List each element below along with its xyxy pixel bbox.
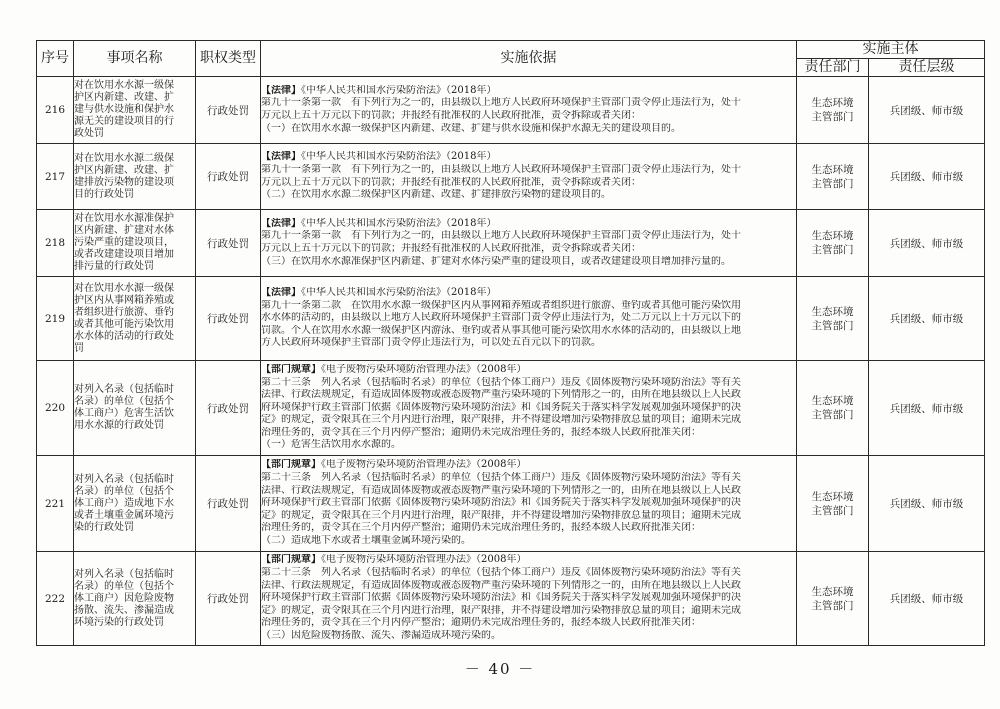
header-type: 职权类型 <box>196 41 261 77</box>
basis-text: 第九十一条第一款 有下列行为之一的，由县级以上地方人民政府环境保护主管部门责令停止违法行为，处十 <box>261 230 741 242</box>
text-line: 或者土壤重金属环境污 <box>74 509 174 521</box>
basis-text: （一）危害生活饮用水水源的。 <box>261 439 401 451</box>
basis-line <box>261 580 796 593</box>
text-line: 建排放污染物的建设项 <box>74 176 174 188</box>
authority-type: 行政处罚 <box>196 456 261 552</box>
basis-line <box>261 427 796 440</box>
responsible-level: 兵团级、师市级 <box>869 361 985 456</box>
basis-category-tag: 【部门规章】 <box>261 363 321 375</box>
basis-text: 府环境保护行政主管部门依据《固体废物污染环境防治法》和《国务院关于落实科学发展观加强环境保护的决 <box>261 401 741 413</box>
text-line: 建与供水设施和保护水 <box>74 104 174 115</box>
basis-line <box>261 592 796 605</box>
item-name <box>74 144 196 210</box>
responsible-level: 兵团级、师市级 <box>869 77 985 144</box>
text-line: 源无关的建设项目的行 <box>74 116 174 127</box>
text-line: 主管部门 <box>811 599 854 612</box>
basis-text: 治理任务的，责令其在三个月内停产整治；逾期仍未完成治理任务的，报经本级人民政府批准关闭： <box>261 617 701 629</box>
responsible-dept <box>797 277 869 361</box>
authority-type: 行政处罚 <box>196 210 261 277</box>
basis-text: （二）造成地下水或者土壤重金属环境污染的。 <box>261 534 471 546</box>
table-row <box>37 456 985 552</box>
responsible-level: 兵团级、师市级 <box>869 210 985 277</box>
text-line: 生态环境 <box>811 305 854 318</box>
text-line: 对在饮用水水源二级保 <box>74 152 174 164</box>
basis-line <box>261 312 796 325</box>
text-line: 护区内新建、改建、扩 <box>74 92 174 103</box>
basis-text: 定》的规定，责令限其在三个月内进行治理，限产限排，并不得建设增加污染物排放总量的项目；逾期未完成 <box>261 604 741 616</box>
text-line: 对在饮用水水源一级保 <box>74 80 174 91</box>
basis-text: 法律、行政法规规定，有造成固体废物或液态废物严重污染环境的下列情形之一的，由所在地县级以上人民政 <box>261 579 741 591</box>
basis-text: 第二十三条 列入名录（包括临时名录）的单位（包括个体工商户）违反《固体废物污染环境防治法》等有关 <box>261 567 741 579</box>
basis-line <box>261 485 796 498</box>
basis-line <box>261 535 796 548</box>
text-line: 对在饮用水水源一级保 <box>74 282 174 294</box>
basis-line <box>261 300 796 313</box>
basis-line <box>261 567 796 580</box>
item-name <box>74 277 196 361</box>
basis-text: 第九十一条第二款 在饮用水水源一级保护区内从事网箱养殖或者组织进行旅游、垂钓或者其他可能污染饮用 <box>261 299 741 311</box>
basis-line <box>261 617 796 630</box>
header-dept: 责任部门 <box>797 59 869 77</box>
basis-text: 万元以上五十万元以下的罚款；并报经有批准权的人民政府批准，责令拆除或者关闭： <box>261 243 641 254</box>
basis-text: 水水体的活动的，由县级以上地方人民政府环境保护主管部门责令停止违法行为，处二万元以上十万元以下的 <box>261 312 741 324</box>
text-line: 体工商户）危害生活饮 <box>74 408 174 419</box>
basis-text: （三）在饮用水水源准保护区内新建、扩建对水体污染严重的建设项目，或者改建建设项目增加排污量的。 <box>261 255 731 267</box>
basis-line <box>261 287 796 300</box>
text-line: 护区内从事网箱养殖或 <box>74 294 174 306</box>
basis-category-tag: 【部门规章】 <box>261 459 321 471</box>
text-line: 环境污染的行政处罚 <box>74 616 164 628</box>
responsible-dept <box>797 77 869 144</box>
basis-line <box>261 151 796 164</box>
basis-line <box>261 177 796 190</box>
basis-text: 府环境保护行政主管部门依据《固体废物污染环境防治法》和《国务院关于落实科学发展观加强环境保护的决 <box>261 497 741 509</box>
authority-type: 行政处罚 <box>196 552 261 646</box>
basis-text: 《电子废物污染环境防治管理办法》（2008年） <box>321 363 527 375</box>
basis-text: （三）因危险废物扬散、流失、渗漏造成环境污染的。 <box>261 629 501 641</box>
basis-line <box>261 85 796 98</box>
responsible-level: 兵团级、师市级 <box>869 144 985 210</box>
table-row <box>37 210 985 277</box>
header-subject: 实施主体 <box>797 41 985 59</box>
basis-text: 府环境保护行政主管部门依据《固体废物污染环境防治法》和《国务院关于落实科学发展观加强环境保护的决 <box>261 592 741 604</box>
basis-line <box>261 554 796 567</box>
legal-basis <box>261 77 797 144</box>
row-number: 222 <box>37 552 74 646</box>
basis-line <box>261 377 796 390</box>
row-number: 217 <box>37 144 74 210</box>
basis-text: 万元以上五十万元以下的罚款；并报经有批准权的人民政府批准，责令拆除或者关闭： <box>261 110 641 121</box>
row-number: 216 <box>37 77 74 144</box>
basis-text: 第九十一条第一款 有下列行为之一的，由县级以上地方人民政府环境保护主管部门责令停止违法行为，处十 <box>261 97 741 109</box>
header-basis: 实施依据 <box>261 41 797 77</box>
table-row <box>37 552 985 646</box>
text-line: 主管部门 <box>811 177 854 190</box>
enforcement-table <box>36 40 985 646</box>
basis-line <box>261 439 796 452</box>
basis-line <box>261 164 796 177</box>
text-line: 生态环境 <box>811 230 854 242</box>
table-row <box>37 77 985 144</box>
responsible-level: 兵团级、师市级 <box>869 456 985 552</box>
text-line: 体工商户）因危险废物 <box>74 592 174 604</box>
basis-text: 《中华人民共和国水污染防治法》（2018年） <box>301 217 497 229</box>
row-number: 218 <box>37 210 74 277</box>
legal-basis <box>261 210 797 277</box>
text-line: 对列入名录（包括临时 <box>74 568 174 580</box>
text-line: 名录）的单位（包括个 <box>74 485 174 497</box>
responsible-level: 兵团级、师市级 <box>869 552 985 646</box>
item-name <box>74 77 196 144</box>
responsible-level: 兵团级、师市级 <box>869 277 985 361</box>
basis-text: 《中华人民共和国水污染防治法》（2018年） <box>301 84 497 96</box>
text-line: 排污量的行政处罚 <box>74 261 154 272</box>
authority-type: 行政处罚 <box>196 77 261 144</box>
basis-text: 《中华人民共和国水污染防治法》（2018年） <box>301 151 497 163</box>
text-line: 生态环境 <box>811 163 854 176</box>
text-line: 者组织进行旅游、垂钓 <box>74 306 174 318</box>
responsible-dept <box>797 456 869 552</box>
text-line: 主管部门 <box>811 409 854 421</box>
basis-category-tag: 【法律】 <box>261 287 301 299</box>
text-line: 或者其他可能污染饮用 <box>74 318 174 330</box>
text-line: 罚 <box>74 342 84 354</box>
basis-line <box>261 389 796 402</box>
basis-line <box>261 497 796 510</box>
basis-line <box>261 364 796 377</box>
text-line: 染的行政处罚 <box>74 521 134 533</box>
legal-basis <box>261 361 797 456</box>
basis-text: 法律、行政法规规定，有造成固体废物或液态废物严重污染环境的下列情形之一的，由所在地县级以上人民政 <box>261 389 741 401</box>
basis-text: 第二十三条 列入名录（包括临时名录）的单位（包括个体工商户）违反《固体废物污染环境防治法》等有关 <box>261 376 741 388</box>
basis-text: 定》的规定，责令限其在三个月内进行治理，限产限排，并不得建设增加污染物排放总量的项目；逾期未完成 <box>261 509 741 521</box>
text-line: 对列入名录（包括临时 <box>74 384 174 395</box>
basis-text: 《中华人民共和国水污染防治法》（2018年） <box>301 287 497 299</box>
basis-line <box>261 472 796 485</box>
basis-text: 治理任务的，责令其在三个月内停产整治；逾期仍未完成治理任务的，报经本级人民政府批准关闭： <box>261 522 701 534</box>
responsible-dept <box>797 552 869 646</box>
basis-text: 第九十一条第一款 有下列行为之一的，由县级以上地方人民政府环境保护主管部门责令停止违法行为，处十 <box>261 163 741 175</box>
text-line: 或者改建建设项目增加 <box>74 249 174 260</box>
text-line: 区内新建、扩建对水体 <box>74 225 174 236</box>
basis-line <box>261 256 796 269</box>
text-line: 对在饮用水水源准保护 <box>74 213 174 224</box>
authority-type: 行政处罚 <box>196 361 261 456</box>
text-line: 生态环境 <box>811 97 854 109</box>
responsible-dept <box>797 361 869 456</box>
authority-type: 行政处罚 <box>196 277 261 361</box>
table-row <box>37 277 985 361</box>
basis-text: （二）在饮用水水源二级保护区内新建、改建、扩建排放污染物的建设项目的。 <box>261 189 611 201</box>
text-line: 主管部门 <box>811 244 854 256</box>
header-name: 事项名称 <box>74 41 196 77</box>
text-line: 生态环境 <box>811 490 854 503</box>
page-number: － 40 － <box>464 660 536 678</box>
basis-text: 法律、行政法规规定，有造成固体废物或液态废物严重污染环境的下列情形之一的，由所在地县级以上人民政 <box>261 484 741 496</box>
basis-line <box>261 97 796 110</box>
basis-line <box>261 110 796 123</box>
text-line: 主管部门 <box>811 111 854 123</box>
basis-category-tag: 【法律】 <box>261 151 301 163</box>
legal-basis <box>261 552 797 646</box>
basis-text: 方人民政府环境保护主管部门责令停止违法行为，可以处五百元以下的罚款。 <box>261 337 601 349</box>
header-level: 责任层级 <box>869 59 985 77</box>
basis-line <box>261 459 796 472</box>
text-line: 主管部门 <box>811 319 854 332</box>
basis-text: 定》的规定，责令限其在三个月内进行治理，限产限排，并不得建设增加污染物排放总量的项目；逾期未完成 <box>261 414 741 426</box>
text-line: 污染严重的建设项目， <box>74 237 174 248</box>
basis-text: 万元以上五十万元以下的罚款；并报经有批准权的人民政府批准，责令拆除或者关闭： <box>261 176 641 188</box>
basis-line <box>261 243 796 256</box>
row-number: 219 <box>37 277 74 361</box>
basis-text: 治理任务的，责令其在三个月内停产整治；逾期仍未完成治理任务的，报经本级人民政府批准关闭： <box>261 426 701 438</box>
text-line: 生态环境 <box>811 585 854 598</box>
basis-text: 《电子废物污染环境防治管理办法》（2008年） <box>321 554 527 566</box>
text-line: 扬散、流失、渗漏造成 <box>74 604 174 616</box>
basis-text: 《电子废物污染环境防治管理办法》（2008年） <box>321 459 527 471</box>
basis-category-tag: 【法律】 <box>261 84 301 96</box>
text-line: 对列入名录（包括临时 <box>74 473 174 485</box>
basis-line <box>261 337 796 350</box>
basis-text: （一）在饮用水水源一级保护区内新建、改建、扩建与供水设施和保护水源无关的建设项目的。 <box>261 122 681 134</box>
authority-type: 行政处罚 <box>196 144 261 210</box>
text-line: 护区内新建、改建、扩 <box>74 164 174 176</box>
table-body <box>37 77 985 646</box>
row-number: 220 <box>37 361 74 456</box>
responsible-dept <box>797 210 869 277</box>
item-name <box>74 210 196 277</box>
item-name <box>74 552 196 646</box>
basis-text: 第二十三条 列入名录（包括临时名录）的单位（包括个体工商户）违反《固体废物污染环境防治法》等有关 <box>261 472 741 484</box>
responsible-dept <box>797 144 869 210</box>
basis-line <box>261 230 796 243</box>
basis-line <box>261 414 796 427</box>
basis-line <box>261 605 796 618</box>
text-line: 政处罚 <box>74 128 104 139</box>
basis-line <box>261 630 796 643</box>
legal-basis <box>261 144 797 210</box>
table-row <box>37 144 985 210</box>
text-line: 体工商户）造成地下水 <box>74 497 174 509</box>
basis-line <box>261 510 796 523</box>
text-line: 目的行政处罚 <box>74 188 134 200</box>
row-number: 221 <box>37 456 74 552</box>
basis-text: 罚款。个人在饮用水水源一级保护区内游泳、垂钓或者从事其他可能污染饮用水水体的活动的，由县级以上地 <box>261 324 741 336</box>
text-line: 用水水源的行政处罚 <box>74 420 164 431</box>
text-line: 名录）的单位（包括个 <box>74 580 174 592</box>
item-name <box>74 456 196 552</box>
legal-basis <box>261 277 797 361</box>
basis-category-tag: 【部门规章】 <box>261 554 321 566</box>
text-line: 主管部门 <box>811 504 854 517</box>
table-row <box>37 361 985 456</box>
basis-line <box>261 402 796 415</box>
basis-category-tag: 【法律】 <box>261 217 301 229</box>
text-line: 水水体的活动的行政处 <box>74 330 174 342</box>
item-name <box>74 361 196 456</box>
basis-line <box>261 189 796 202</box>
basis-line <box>261 522 796 535</box>
text-line: 名录）的单位（包括个 <box>74 396 174 407</box>
basis-line <box>261 123 796 136</box>
legal-basis <box>261 456 797 552</box>
basis-line <box>261 325 796 338</box>
header-no: 序号 <box>37 41 74 77</box>
text-line: 生态环境 <box>811 395 854 407</box>
basis-line <box>261 218 796 231</box>
